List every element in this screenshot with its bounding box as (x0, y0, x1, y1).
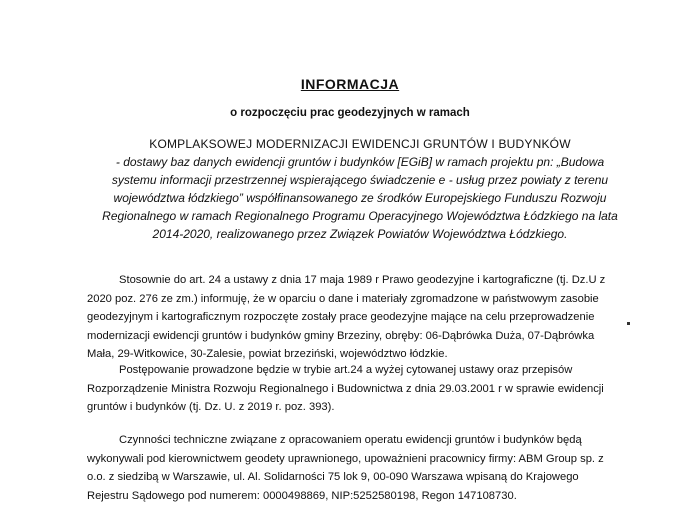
document-subtitle: o rozpoczęciu prac geodezyjnych w ramach (230, 107, 470, 119)
paragraph-1-text: Stosownie do art. 24 a ustawy z dnia 17 maja 1989 r Prawo geodezyjne i kartograficzne (tj. Dz.U z 2020 poz. 276 ze zm.) informuję, że w oparciu o dane i materiały zgromadzone w państwowym zasobie geodezyjnym i kartograficznym rozpoczęte zostały prace geodezyjne mające na celu przeprowadzenie modernizacji ewidencji gruntów i budynków gminy Brzeziny, obręby: 06-Dąbrówka Duża, 07-Dąbrówka Mała, 29-Witkowice, 30-Zalesie, powiat brzeziński, województwo łódzkie. (87, 274, 606, 360)
heading-italic: - dostawy baz danych ewidencji gruntów i budynków [EGiB] w ramach projektu pn: „Budowa systemu informacji przestrzennej wspierającego świadczenie e - usług przez powiaty z terenu województwa łódzkiego” współfinansowanego ze środków Europejskiego Funduszu Rozwoju Regionalnego w ramach Regionalnego Programu Operacyjnego Województwa Łódzkiego na lata 2014-2020, realizowanego przez Związek Powiatów Województwa Łódzkiego. (102, 155, 618, 241)
paragraph-2-text: Postępowanie prowadzone będzie w trybie art.24 a wyżej cytowanej ustawy oraz przepisów Rozporządzenie Ministra Rozwoju Regionalnego i Budownictwa z dnia 29.03.2001 r w sprawie ewidencji gruntów i budynków (tj. Dz. U. z 2019 r. poz. 393). (87, 364, 604, 413)
paragraph-3 (87, 431, 617, 505)
document-title: INFORMACJA (300, 76, 400, 92)
paragraph-3-text: Czynności techniczne związane z opracowaniem operatu ewidencji gruntów i budynków będą wykonywali pod kierownictwem geodety uprawnionego, upoważnieni pracownicy firmy: ABM Group sp. z o.o. z siedzibą w Warszawie, ul. Al. Solidarności 75 lok 9, 00-090 Warszawa wpisaną do Krajowego Rejestru Sądowego pod numerem: 0000498869, NIP:5252580198, Regon 147108730. (87, 434, 604, 502)
paragraph-1 (87, 271, 617, 364)
project-heading (100, 135, 620, 243)
scan-dot (627, 322, 630, 325)
paragraph-2 (87, 361, 617, 417)
heading-upper: KOMPLAKSOWEJ MODERNIZACJI EWIDENCJI GRUNTÓW I BUDYNKÓW (149, 137, 571, 151)
